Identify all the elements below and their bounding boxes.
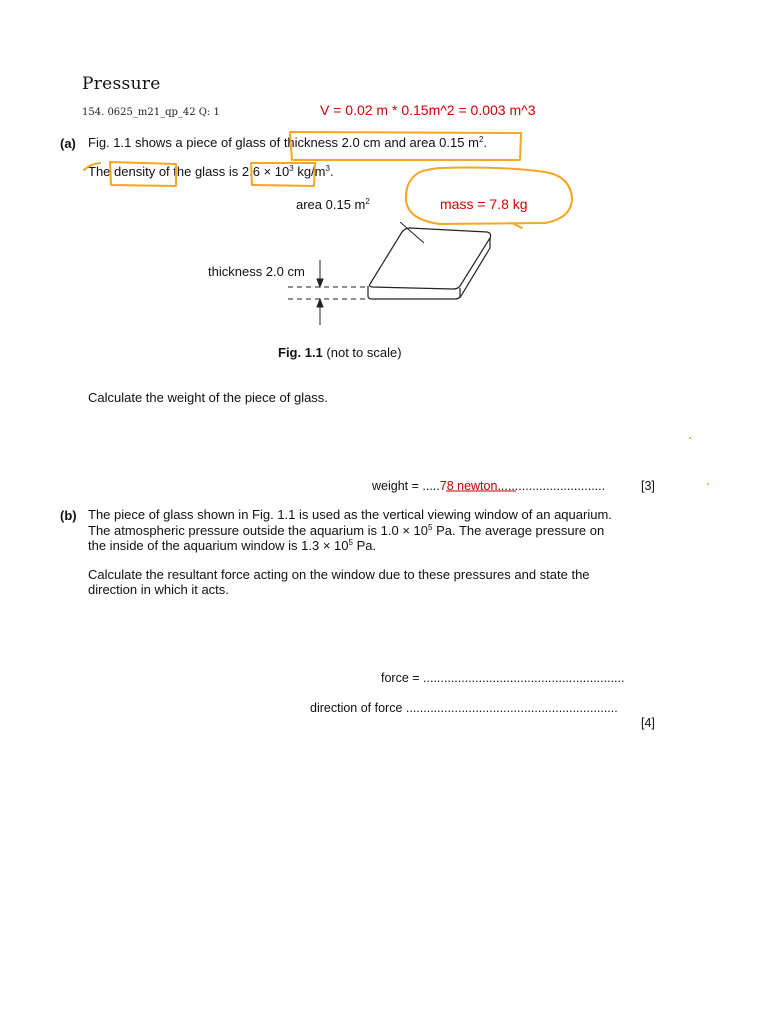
part-b-marks: [4]	[641, 716, 655, 730]
part-b-line3: the inside of the aquarium window is $1.3 \times 10^5$ Pa.	[88, 538, 377, 553]
part-a-line1: Fig. 1.1 shows a piece of glass of thickness 2.0 cm and area 0.15 $m^2$.	[88, 135, 488, 150]
stray-dot	[689, 437, 691, 439]
part-a-question: Calculate the weight of the piece of glass.	[88, 390, 328, 405]
stray-dot	[707, 483, 709, 485]
force-answer-line: force = ..........................................................	[381, 671, 625, 685]
weight-handwritten-answer: 78 newton	[439, 479, 498, 493]
direction-answer-line: direction of force .............................................................	[310, 701, 618, 715]
figure-area-label: area 0.15 $m^2$	[296, 197, 370, 212]
mass-annotation: mass = 7.8 kg	[440, 196, 528, 212]
page-title: Pressure	[82, 74, 161, 94]
part-a-label: (a)	[60, 136, 76, 151]
question-reference: 154. 0625_m21_qp_42 Q: 1	[82, 107, 220, 118]
part-a-marks: [3]	[641, 479, 655, 493]
part-a-line2: The density of the glass is $2.6 \times 10^3$ $kg/m^3$.	[88, 164, 334, 179]
part-b-line1: The piece of glass shown in Fig. 1.1 is used as the vertical viewing window of an aquarium.	[88, 507, 612, 522]
weight-answer-line: weight = .....78 newton...............................	[372, 479, 606, 493]
volume-annotation: V = 0.02 m * 0.15m^2 = 0.003 m^3	[320, 102, 536, 118]
figure-thickness-label: thickness 2.0 cm	[208, 264, 305, 279]
part-b-label: (b)	[60, 508, 77, 523]
glass-slab-drawing	[368, 228, 491, 299]
part-b-question-line2: direction in which it acts.	[88, 582, 229, 597]
part-b-question-line1: Calculate the resultant force acting on the window due to these pressures and state the	[88, 567, 590, 582]
area-pointer-line	[400, 222, 424, 243]
figure-caption: Fig. 1.1 (not to scale)	[278, 345, 402, 360]
part-b-line2: The atmospheric pressure outside the aquarium is $1.0 \times 10^5$ Pa. The average pressure on	[88, 523, 605, 538]
